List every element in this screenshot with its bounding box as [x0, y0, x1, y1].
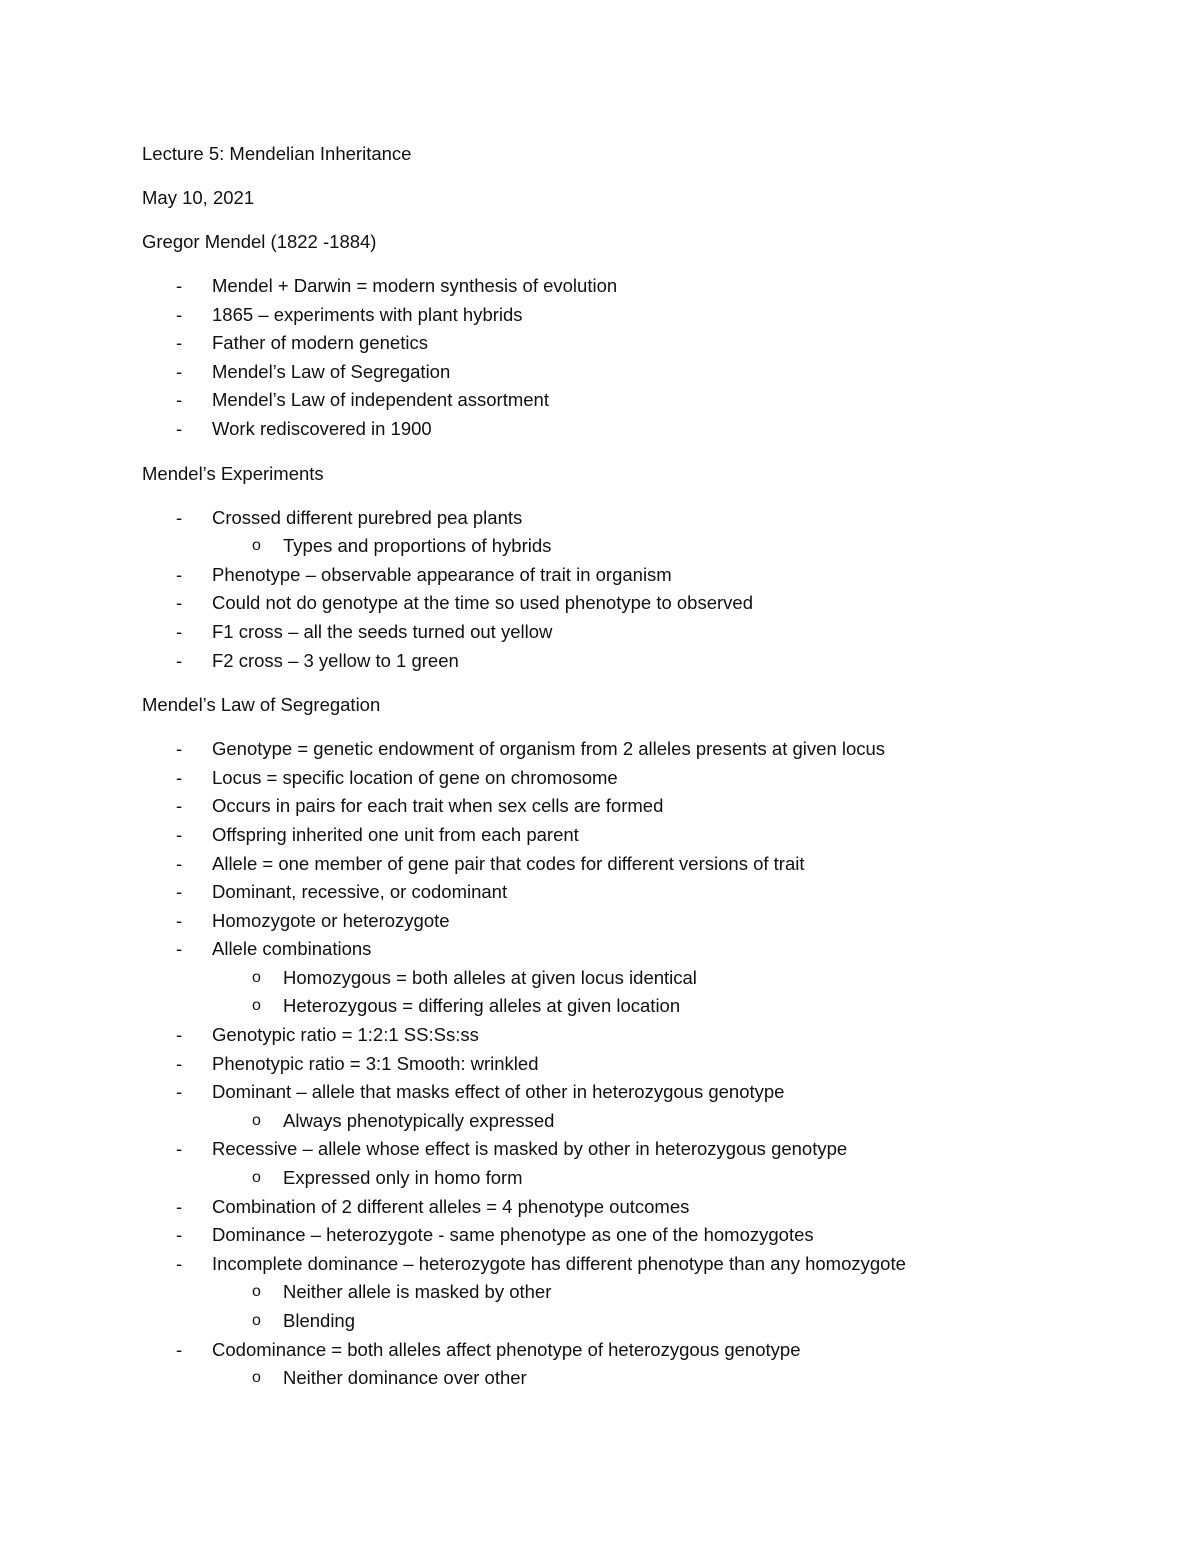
dash-bullet-marker: -: [176, 738, 183, 760]
list-item: [142, 1193, 1102, 1222]
list-item-text: Blending: [283, 1310, 356, 1331]
dash-bullet-marker: -: [176, 1024, 183, 1046]
bullet-list: [142, 735, 1102, 1393]
dash-bullet-marker: -: [176, 592, 183, 614]
list-item-text: Mendel’s Law of independent assortment: [212, 389, 549, 411]
list-item-text: Allele = one member of gene pair that codes for different versions of trait: [212, 852, 805, 874]
dash-bullet-marker: -: [176, 1081, 183, 1103]
list-item: [142, 386, 1102, 415]
list-item: [142, 329, 1102, 358]
list-item: [142, 1021, 1102, 1050]
sub-list-item: [142, 964, 1102, 993]
dash-bullet-marker: -: [176, 563, 183, 585]
list-item: [142, 589, 1102, 618]
bullet-list: [142, 272, 1102, 444]
dash-bullet-marker: -: [176, 1052, 183, 1074]
list-item: [142, 764, 1102, 793]
list-item-text: Genotype = genetic endowment of organism from 2 alleles presents at given locus: [212, 738, 886, 760]
sections-container: [142, 228, 1102, 1393]
list-item: [142, 792, 1102, 821]
list-item-text: Dominant, recessive, or codominant: [212, 881, 508, 903]
dash-bullet-marker: -: [176, 360, 183, 382]
list-item-text: Phenotype – observable appearance of trait in organism: [212, 563, 672, 585]
list-item-text: 1865 – experiments with plant hybrids: [212, 303, 523, 325]
sub-list-item: [142, 1107, 1102, 1136]
list-item-text: Always phenotypically expressed: [283, 1109, 555, 1131]
sub-list-item: [142, 1278, 1102, 1307]
sub-list-item: [142, 1307, 1102, 1336]
list-item: [142, 618, 1102, 647]
list-item-text: Dominant – allele that masks effect of other in heterozygous genotype: [212, 1081, 785, 1103]
list-item: [142, 1250, 1102, 1279]
list-item: [142, 850, 1102, 879]
list-item: [142, 272, 1102, 301]
list-item: [142, 1050, 1102, 1079]
dash-bullet-marker: -: [176, 649, 183, 671]
list-item: [142, 878, 1102, 907]
sub-list-item: [142, 992, 1102, 1021]
list-item-text: Neither allele is masked by other: [283, 1281, 552, 1303]
dash-bullet-marker: -: [176, 938, 183, 960]
circle-bullet-marker: o: [252, 1111, 261, 1129]
circle-bullet-marker: o: [252, 537, 261, 555]
list-item-text: Codominance = both alleles affect phenotype of heterozygous genotype: [212, 1338, 801, 1360]
dash-bullet-marker: -: [176, 795, 183, 817]
list-item: [142, 647, 1102, 676]
list-item-text: F1 cross – all the seeds turned out yellow: [212, 620, 553, 642]
dash-bullet-marker: -: [176, 332, 183, 354]
list-item: [142, 1135, 1102, 1164]
list-item-text: Mendel’s Law of Segregation: [212, 360, 451, 382]
list-item: [142, 907, 1102, 936]
dash-bullet-marker: -: [176, 823, 183, 845]
sub-list-item: [142, 1364, 1102, 1393]
dash-bullet-marker: -: [176, 389, 183, 411]
circle-bullet-marker: o: [252, 1283, 261, 1301]
list-item: [142, 504, 1102, 533]
list-item: [142, 935, 1102, 964]
list-item-text: Phenotypic ratio = 3:1 Smooth: wrinkled: [212, 1052, 539, 1074]
bullet-list: [142, 504, 1102, 676]
document-body: [142, 140, 1102, 1409]
dash-bullet-marker: -: [176, 1224, 183, 1246]
dash-bullet-marker: -: [176, 620, 183, 642]
document-date: May 10, 2021: [142, 187, 255, 208]
list-item-text: Homozygote or heterozygote: [212, 909, 450, 931]
list-item-text: Expressed only in homo form: [283, 1167, 523, 1189]
list-item-text: Mendel + Darwin = modern synthesis of evolution: [212, 275, 618, 296]
dash-bullet-marker: -: [176, 506, 183, 528]
list-item-text: F2 cross – 3 yellow to 1 green: [212, 649, 459, 671]
list-item-text: Combination of 2 different alleles = 4 phenotype outcomes: [212, 1195, 690, 1217]
dash-bullet-marker: -: [176, 766, 183, 788]
circle-bullet-marker: o: [252, 1312, 261, 1329]
list-item-text: Crossed different purebred pea plants: [212, 506, 523, 528]
section-heading: Mendel’s Experiments: [142, 462, 324, 484]
circle-bullet-marker: o: [252, 1369, 261, 1387]
list-item-text: Dominance – heterozygote - same phenotype as one of the homozygotes: [212, 1224, 814, 1246]
dash-bullet-marker: -: [176, 1252, 183, 1274]
dash-bullet-marker: -: [176, 852, 183, 874]
list-item: [142, 1078, 1102, 1107]
section-heading: Gregor Mendel (1822 -1884): [142, 231, 377, 252]
circle-bullet-marker: o: [252, 997, 261, 1015]
dash-bullet-marker: -: [176, 881, 183, 903]
list-item-text: Work rediscovered in 1900: [212, 417, 432, 439]
dash-bullet-marker: -: [176, 417, 183, 439]
circle-bullet-marker: o: [252, 968, 261, 986]
list-item-text: Allele combinations: [212, 938, 372, 960]
list-item: [142, 735, 1102, 764]
list-item: [142, 415, 1102, 444]
dash-bullet-marker: -: [176, 1195, 183, 1217]
dash-bullet-marker: -: [176, 1138, 183, 1160]
list-item: [142, 301, 1102, 330]
list-item-text: Genotypic ratio = 1:2:1 SS:Ss:ss: [212, 1024, 479, 1046]
sub-list-item: [142, 532, 1102, 561]
document-title: Lecture 5: Mendelian Inheritance: [142, 143, 412, 164]
list-item-text: Occurs in pairs for each trait when sex cells are formed: [212, 795, 664, 817]
dash-bullet-marker: -: [176, 303, 183, 325]
section-heading: Mendel’s Law of Segregation: [142, 694, 381, 716]
list-item: [142, 561, 1102, 590]
dash-bullet-marker: -: [176, 275, 183, 296]
list-item: [142, 821, 1102, 850]
list-item-text: Homozygous = both alleles at given locus identical: [283, 966, 697, 988]
list-item-text: Could not do genotype at the time so used phenotype to observed: [212, 592, 753, 614]
list-item-text: Recessive – allele whose effect is masked by other in heterozygous genotype: [212, 1138, 848, 1160]
list-item-text: Locus = specific location of gene on chromosome: [212, 766, 618, 788]
dash-bullet-marker: -: [176, 909, 183, 931]
list-item-text: Incomplete dominance – heterozygote has different phenotype than any homozygote: [212, 1252, 906, 1274]
list-item-text: Father of modern genetics: [212, 332, 428, 354]
list-item: [142, 1221, 1102, 1250]
list-item-text: Offspring inherited one unit from each parent: [212, 823, 579, 845]
list-item: [142, 1336, 1102, 1365]
list-item-text: Heterozygous = differing alleles at given location: [283, 995, 681, 1017]
dash-bullet-marker: -: [176, 1338, 183, 1360]
list-item-text: Neither dominance over other: [283, 1367, 527, 1389]
sub-list-item: [142, 1164, 1102, 1193]
circle-bullet-marker: o: [252, 1169, 261, 1187]
list-item: [142, 358, 1102, 387]
list-item-text: Types and proportions of hybrids: [283, 535, 552, 557]
